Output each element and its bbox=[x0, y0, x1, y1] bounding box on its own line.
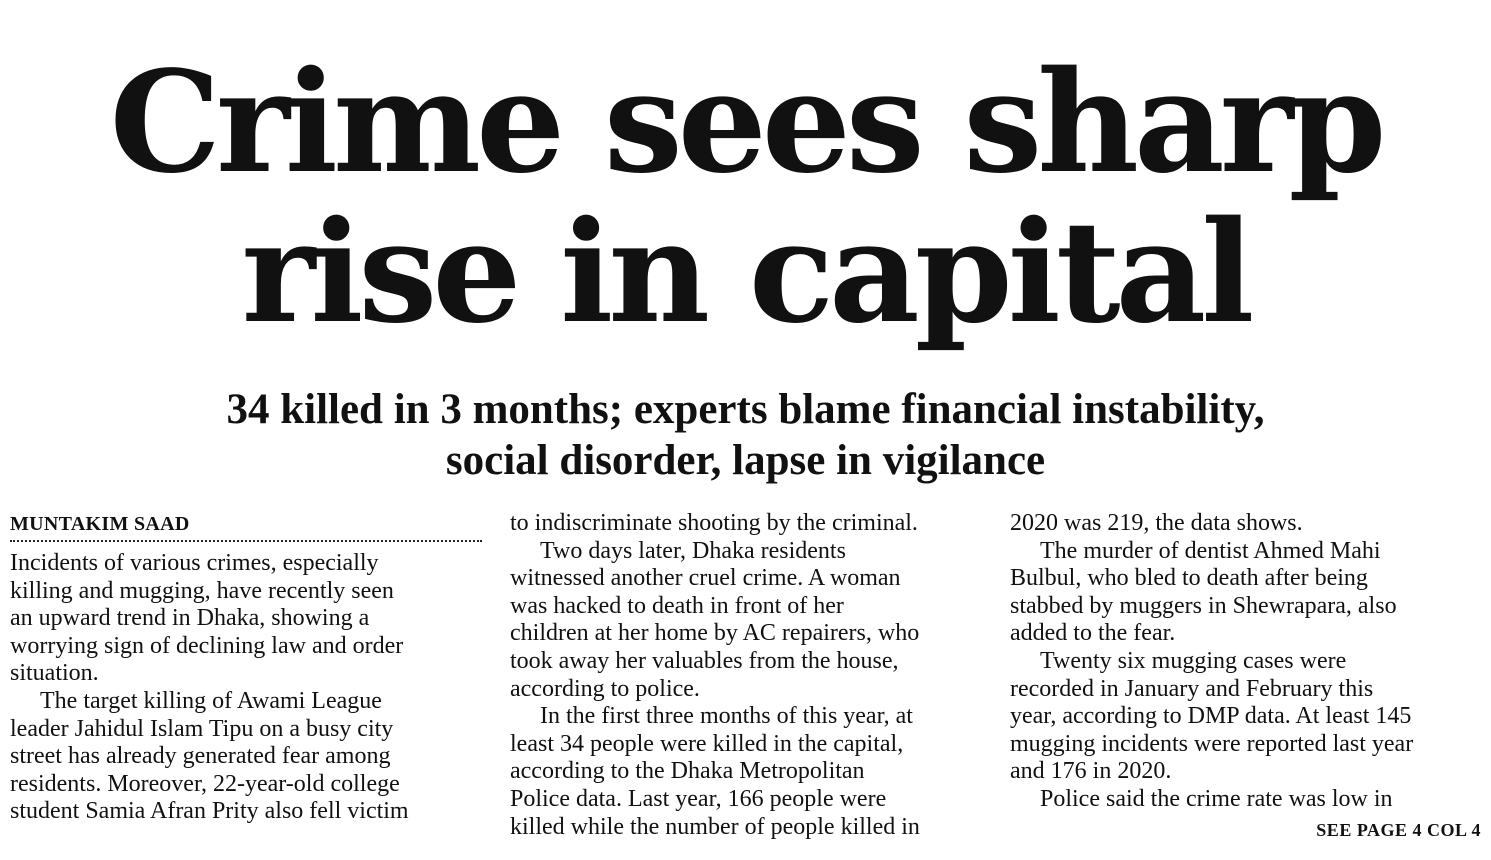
byline: MUNTAKIM SAAD bbox=[10, 510, 482, 542]
column-line: The target killing of Awami League bbox=[40, 687, 382, 714]
column-line: Police said the crime rate was low in bbox=[1040, 785, 1393, 812]
subheadline bbox=[0, 384, 1491, 486]
column-line: In the first three months of this year, at bbox=[540, 703, 913, 730]
headline-line-2: rise in capital bbox=[241, 191, 1250, 355]
column-line: an upward trend in Dhaka, showing a bbox=[10, 605, 370, 632]
column-line: took away her valuables from the house, bbox=[510, 647, 899, 674]
column-line: street has already generated fear among bbox=[10, 743, 391, 770]
column-line: Twenty six mugging cases were bbox=[1040, 647, 1347, 674]
column-line: to indiscriminate shooting by the criminal. bbox=[510, 510, 918, 536]
article-column-2 bbox=[510, 510, 994, 841]
column-line: situation. bbox=[10, 660, 99, 687]
column-line: added to the fear. bbox=[1010, 620, 1176, 647]
column-line: stabbed by muggers in Shewrapara, also bbox=[1010, 592, 1397, 619]
column-line: and 176 in 2020. bbox=[1010, 758, 1172, 785]
article-column-3 bbox=[1010, 510, 1491, 814]
column-line: children at her home by AC repairers, who bbox=[510, 620, 920, 647]
column-line: witnessed another cruel crime. A woman bbox=[510, 565, 901, 592]
column-line: Bulbul, who bled to death after being bbox=[1010, 565, 1368, 592]
column-line: residents. Moreover, 22-year-old college bbox=[10, 770, 400, 797]
headline-line-1: Crime sees sharp bbox=[109, 41, 1382, 205]
column-line: was hacked to death in front of her bbox=[510, 592, 844, 619]
column-line: recorded in January and February this bbox=[1010, 675, 1374, 702]
article-column-1 bbox=[10, 510, 494, 826]
column-line: killed while the number of people killed in bbox=[510, 813, 920, 840]
column-line: mugging incidents were reported last year bbox=[1010, 730, 1414, 757]
column-line: The murder of dentist Ahmed Mahi bbox=[1040, 537, 1381, 564]
column-line: Incidents of various crimes, especially bbox=[10, 550, 379, 576]
column-line: leader Jahidul Islam Tipu on a busy city bbox=[10, 715, 394, 742]
column-line: year, according to DMP data. At least 145 bbox=[1010, 703, 1412, 730]
column-line: least 34 people were killed in the capital, bbox=[510, 730, 904, 757]
column-line: student Samia Afran Prity also fell victim bbox=[10, 798, 409, 825]
subheadline-line-1: 34 killed in 3 months; experts blame financial instability, bbox=[226, 386, 1265, 433]
column-line: worrying sign of declining law and order bbox=[10, 632, 404, 659]
column-line: killing and mugging, have recently seen bbox=[10, 577, 394, 604]
column-line: according to police. bbox=[510, 675, 700, 702]
subheadline-line-2: social disorder, lapse in vigilance bbox=[445, 437, 1046, 484]
column-line: according to the Dhaka Metropolitan bbox=[510, 758, 865, 785]
column-line: 2020 was 219, the data shows. bbox=[1010, 510, 1303, 536]
continued-on-page-label: SEE PAGE 4 COL 4 bbox=[1316, 820, 1481, 840]
headline bbox=[0, 41, 1491, 355]
column-line: Police data. Last year, 166 people were bbox=[510, 785, 887, 812]
column-line: Two days later, Dhaka residents bbox=[540, 537, 846, 564]
